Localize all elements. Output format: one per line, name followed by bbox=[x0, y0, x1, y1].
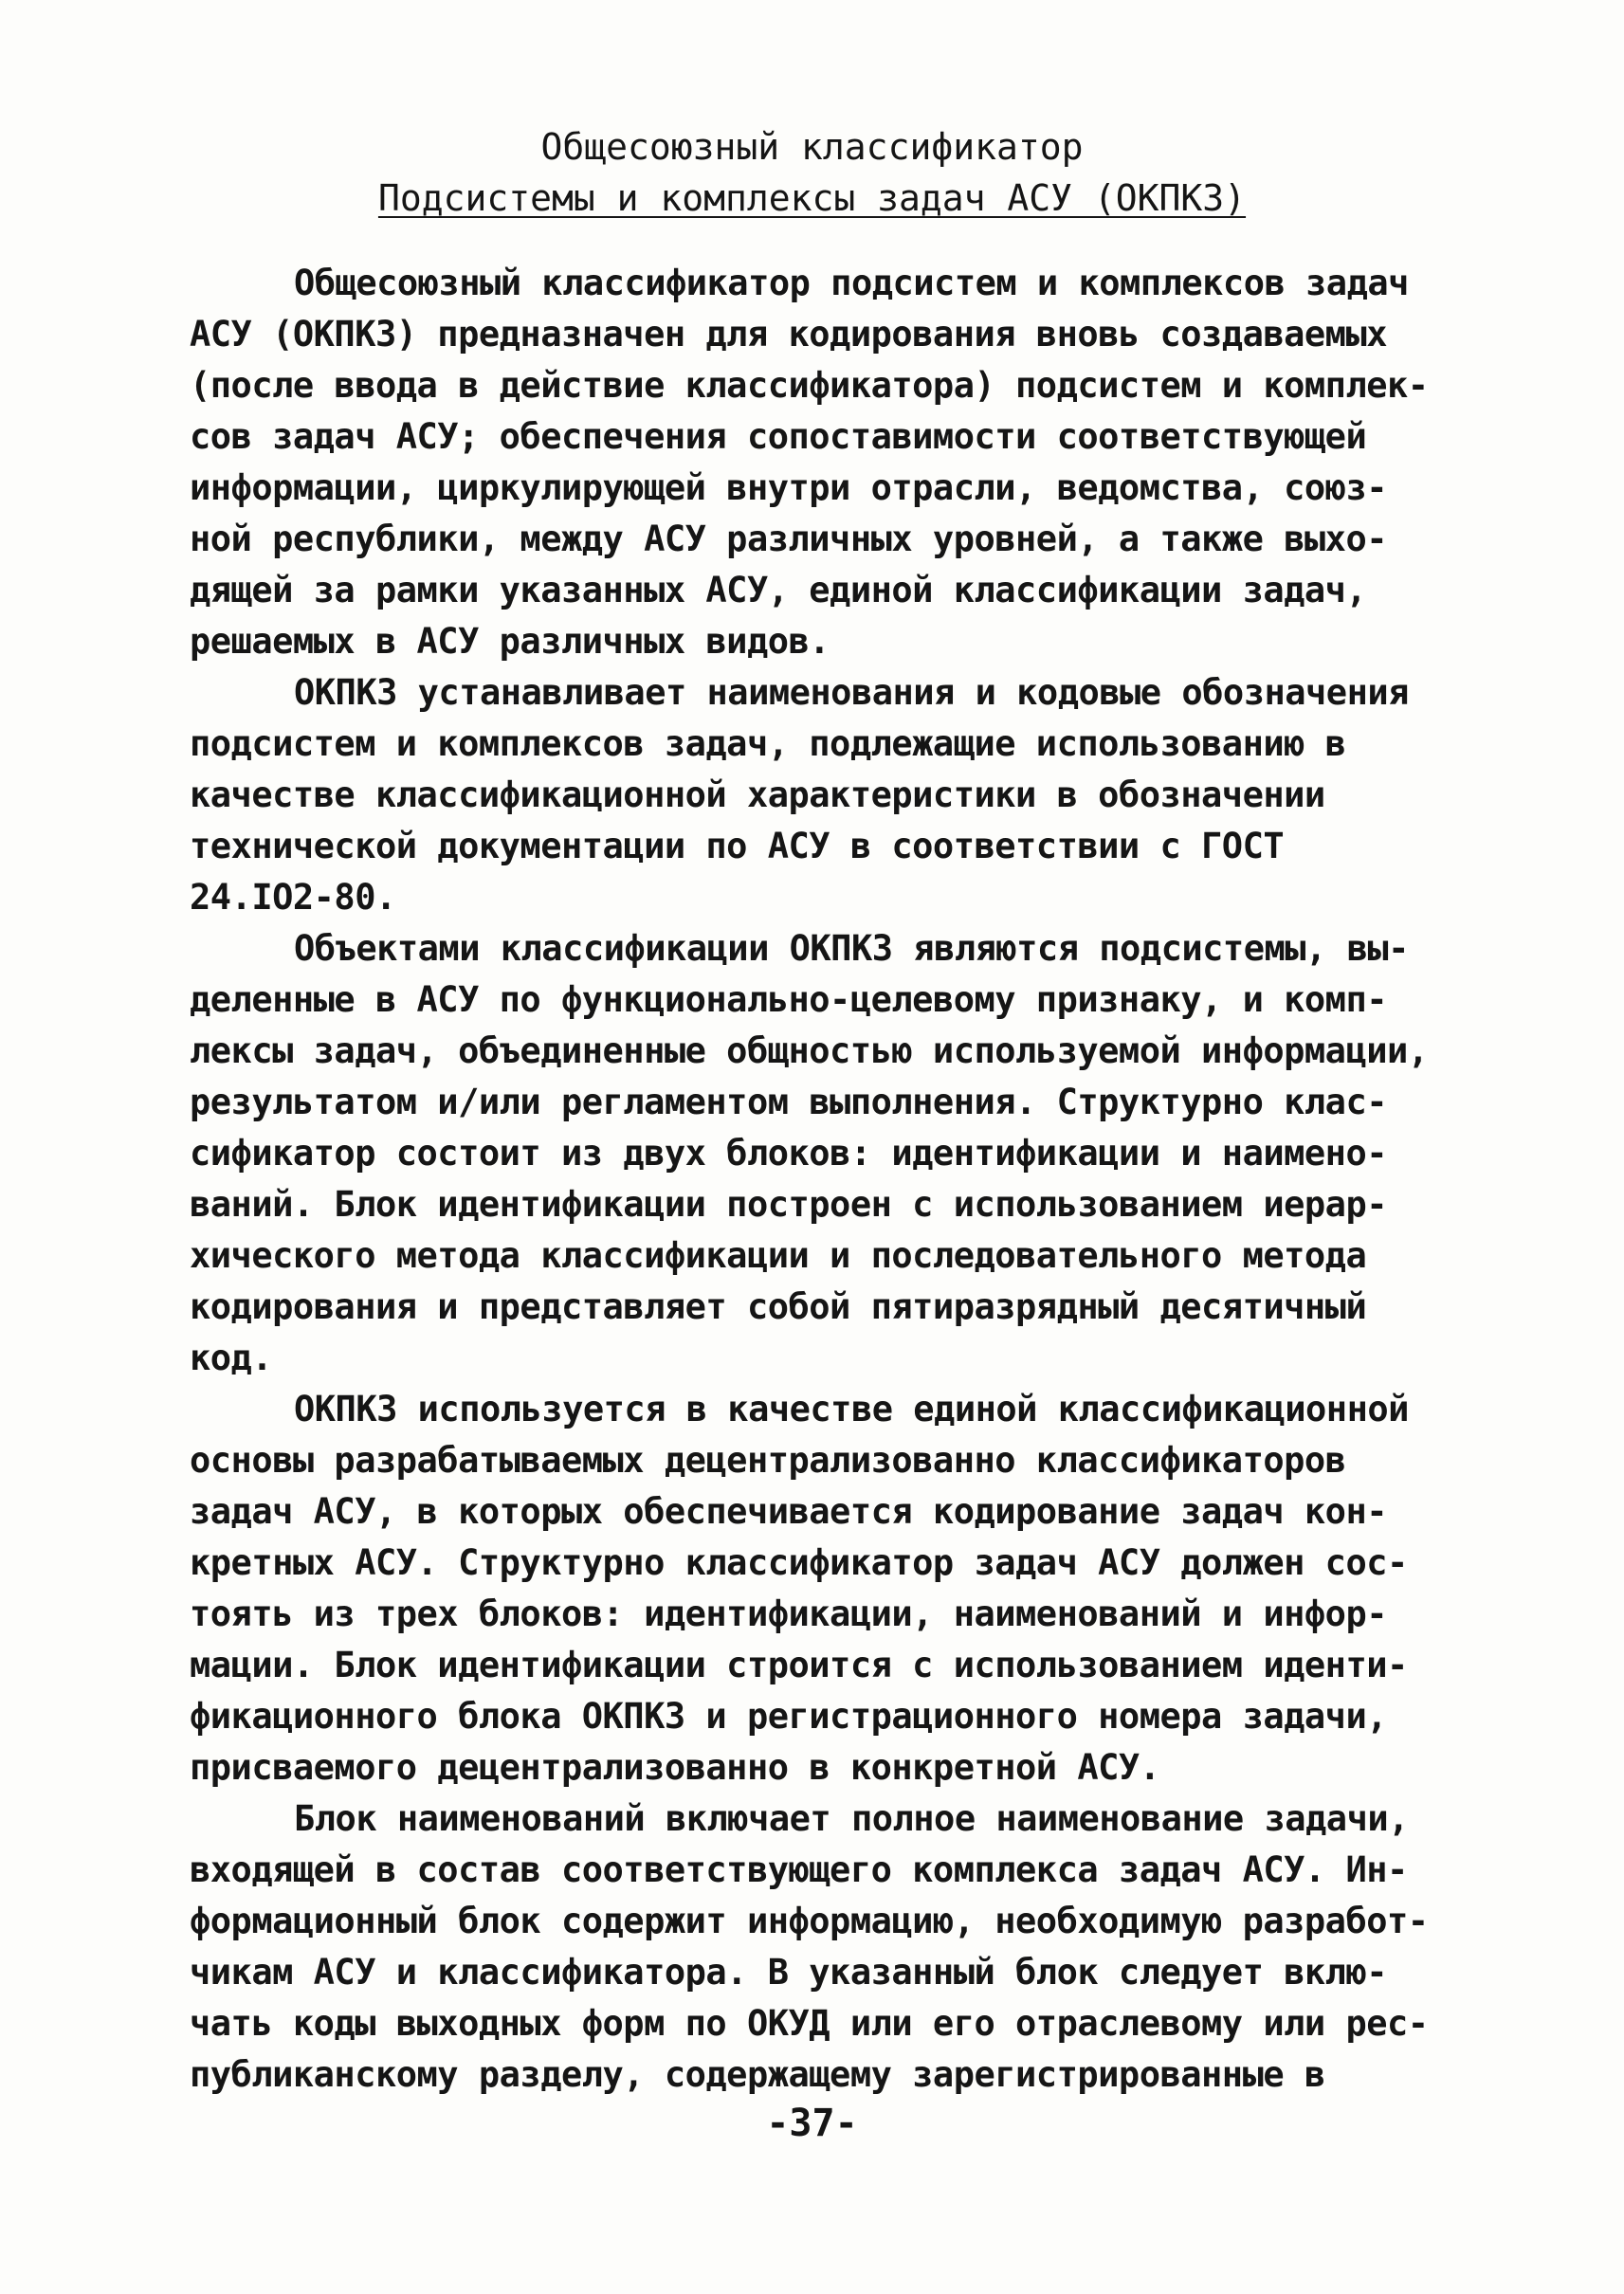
paragraph-line: чикам АСУ и классификатора. В указанный блок следует вклю- bbox=[190, 1952, 1388, 1993]
document-subtitle bbox=[0, 173, 1624, 224]
paragraph-line: Общесоюзный классификатор подсистем и комплексов задач bbox=[294, 263, 1409, 303]
paragraph-line: 24.IO2-80. bbox=[190, 877, 396, 918]
paragraph-line: подсистем и комплексов задач, подлежащие использованию в bbox=[190, 723, 1346, 764]
paragraph-line: ной республики, между АСУ различных уровней, а также выхо- bbox=[190, 519, 1388, 559]
paragraph-line: хического метода классификации и последовательного метода bbox=[190, 1235, 1367, 1276]
paragraph-line: входящей в состав соответствующего комплекса задач АСУ. Ин- bbox=[190, 1849, 1408, 1890]
paragraph-line: код. bbox=[190, 1338, 273, 1378]
paragraph-line: ваний. Блок идентификации построен с использованием иерар- bbox=[190, 1184, 1388, 1225]
paragraph-line: чать коды выходных форм по ОКУД или его отраслевому или рес- bbox=[190, 2003, 1429, 2044]
paragraph-line: основы разрабатываемых децентрализованно классификаторов bbox=[190, 1440, 1346, 1481]
paragraph-line: мации. Блок идентификации строится с использованием иденти- bbox=[190, 1645, 1408, 1685]
paragraph-line: сов задач АСУ; обеспечения сопоставимости соответствующей bbox=[190, 416, 1367, 457]
paragraph-line: ОКПКЗ используется в качестве единой классификационной bbox=[294, 1389, 1409, 1429]
paragraph-line: присваемого децентрализованно в конкретной АСУ. bbox=[190, 1747, 1160, 1788]
paragraph-line: Объектами классификации ОКПКЗ являются подсистемы, вы- bbox=[294, 928, 1409, 969]
paragraph-line: дящей за рамки указанных АСУ, единой классификации задач, bbox=[190, 570, 1367, 610]
paragraph-line: технической документации по АСУ в соответствии с ГОСТ bbox=[190, 826, 1285, 866]
page-number: -37- bbox=[766, 2102, 858, 2145]
paragraph-line: качестве классификационной характеристики в обозначении bbox=[190, 774, 1325, 815]
document-body bbox=[190, 258, 1451, 2101]
paragraph-line: тоять из трех блоков: идентификации, наименований и инфор- bbox=[190, 1593, 1388, 1634]
paragraph-line: АСУ (ОКПКЗ) предназначен для кодирования вновь создаваемых bbox=[190, 314, 1388, 355]
document-title: Общесоюзный классификатор bbox=[540, 126, 1084, 168]
paragraph-line: формационный блок содержит информацию, необходимую разработ- bbox=[190, 1901, 1429, 1941]
paragraph-line: деленные в АСУ по функционально-целевому признаку, и комп- bbox=[190, 979, 1388, 1020]
paragraph-line: задач АСУ, в которых обеспечивается кодирование задач кон- bbox=[190, 1491, 1388, 1532]
paragraph-line: результатом и/или регламентом выполнения. Структурно клас- bbox=[190, 1082, 1388, 1122]
document-subtitle-text: Подсистемы и комплексы задач АСУ (ОКПКЗ) bbox=[377, 177, 1247, 219]
paragraph-line: сификатор состоит из двух блоков: идентификации и наимено- bbox=[190, 1133, 1388, 1174]
paragraph-line: лексы задач, объединенные общностью используемой информации, bbox=[190, 1030, 1429, 1071]
paragraph-line: фикационного блока ОКПКЗ и регистрационного номера задачи, bbox=[190, 1696, 1388, 1737]
paragraph-line: решаемых в АСУ различных видов. bbox=[190, 621, 830, 662]
paragraph-line: информации, циркулирующей внутри отрасли, ведомства, союз- bbox=[190, 467, 1388, 508]
paragraph-line: кодирования и представляет собой пятиразрядный десятичный bbox=[190, 1286, 1367, 1327]
paragraph-line: ОКПКЗ устанавливает наименования и кодовые обозначения bbox=[294, 672, 1409, 713]
paragraph-line: кретных АСУ. Структурно классификатор задач АСУ должен сос- bbox=[190, 1542, 1408, 1583]
paragraph-line: Блок наименований включает полное наименование задачи, bbox=[294, 1798, 1409, 1839]
paragraph-line: (после ввода в действие классификатора) подсистем и комплек- bbox=[190, 365, 1429, 406]
paragraph-line: публиканскому разделу, содержащему зарегистрированные в bbox=[190, 2054, 1325, 2095]
